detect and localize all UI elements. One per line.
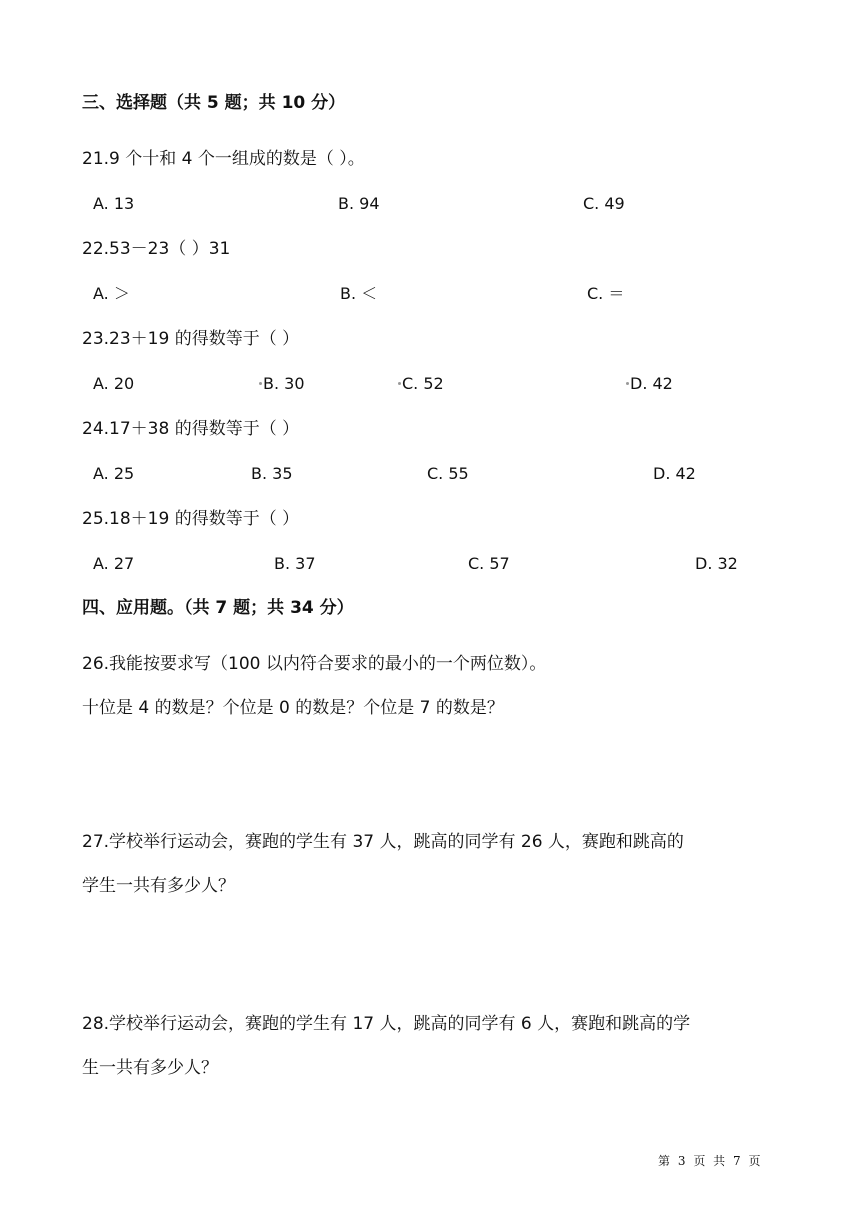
footer-total-pages: 7 <box>733 1154 741 1168</box>
q23-option-c: C. 52 <box>402 374 444 393</box>
section-4-heading: 四、应用题。（共 7 题；共 34 分） <box>82 598 354 618</box>
q24-option-c: C. 55 <box>427 464 469 483</box>
stray-mark-dot <box>259 382 262 385</box>
question-21: 21.9 个十和 4 个一组成的数是（ ）。 <box>82 149 365 169</box>
q24-option-b: B. 35 <box>251 464 293 483</box>
page-footer <box>658 1152 764 1169</box>
question-24: 24.17＋38 的得数等于（ ） <box>82 419 300 439</box>
question-22: 22.53－23（ ）31 <box>82 239 231 259</box>
q21-option-b: B. 94 <box>338 194 380 213</box>
q25-option-a: A. 27 <box>93 554 135 573</box>
footer-label-ye: 页 <box>693 1154 706 1168</box>
section-3-heading: 三、选择题（共 5 题；共 10 分） <box>82 93 346 113</box>
q25-option-c: C. 57 <box>468 554 510 573</box>
q24-option-d: D. 42 <box>653 464 696 483</box>
q22-option-c: C. ＝ <box>587 284 625 303</box>
footer-label-gong: 共 <box>713 1154 726 1168</box>
question-28-line-2: 生一共有多少人？ <box>82 1058 218 1078</box>
question-27-line-1: 27.学校举行运动会，赛跑的学生有 37 人，跳高的同学有 26 人，赛跑和跳高的 <box>82 832 684 852</box>
question-28-line-1: 28.学校举行运动会，赛跑的学生有 17 人，跳高的同学有 6 人，赛跑和跳高的学 <box>82 1014 691 1034</box>
q21-option-c: C. 49 <box>583 194 625 213</box>
footer-current-page: 3 <box>677 1154 686 1168</box>
question-27-line-2: 学生一共有多少人？ <box>82 876 235 896</box>
q23-option-d: D. 42 <box>630 374 673 393</box>
question-26-line-1: 26.我能按要求写（100 以内符合要求的最小的一个两位数）。 <box>82 654 547 674</box>
stray-mark-dot <box>398 382 401 385</box>
q23-option-b: B. 30 <box>263 374 305 393</box>
q21-option-a: A. 13 <box>93 194 135 213</box>
q23-option-a: A. 20 <box>93 374 135 393</box>
footer-label-ye-2: 页 <box>748 1154 761 1168</box>
q25-option-b: B. 37 <box>274 554 316 573</box>
question-23: 23.23＋19 的得数等于（ ） <box>82 329 300 349</box>
stray-mark-dot <box>626 382 629 385</box>
footer-label-di: 第 <box>658 1154 671 1168</box>
q22-option-b: B. ＜ <box>340 284 378 303</box>
q22-option-a: A. ＞ <box>93 284 130 303</box>
question-25: 25.18＋19 的得数等于（ ） <box>82 509 300 529</box>
question-26-line-2: 十位是 4 的数是？个位是 0 的数是？个位是 7 的数是？ <box>82 698 504 718</box>
q24-option-a: A. 25 <box>93 464 135 483</box>
q25-option-d: D. 32 <box>695 554 738 573</box>
